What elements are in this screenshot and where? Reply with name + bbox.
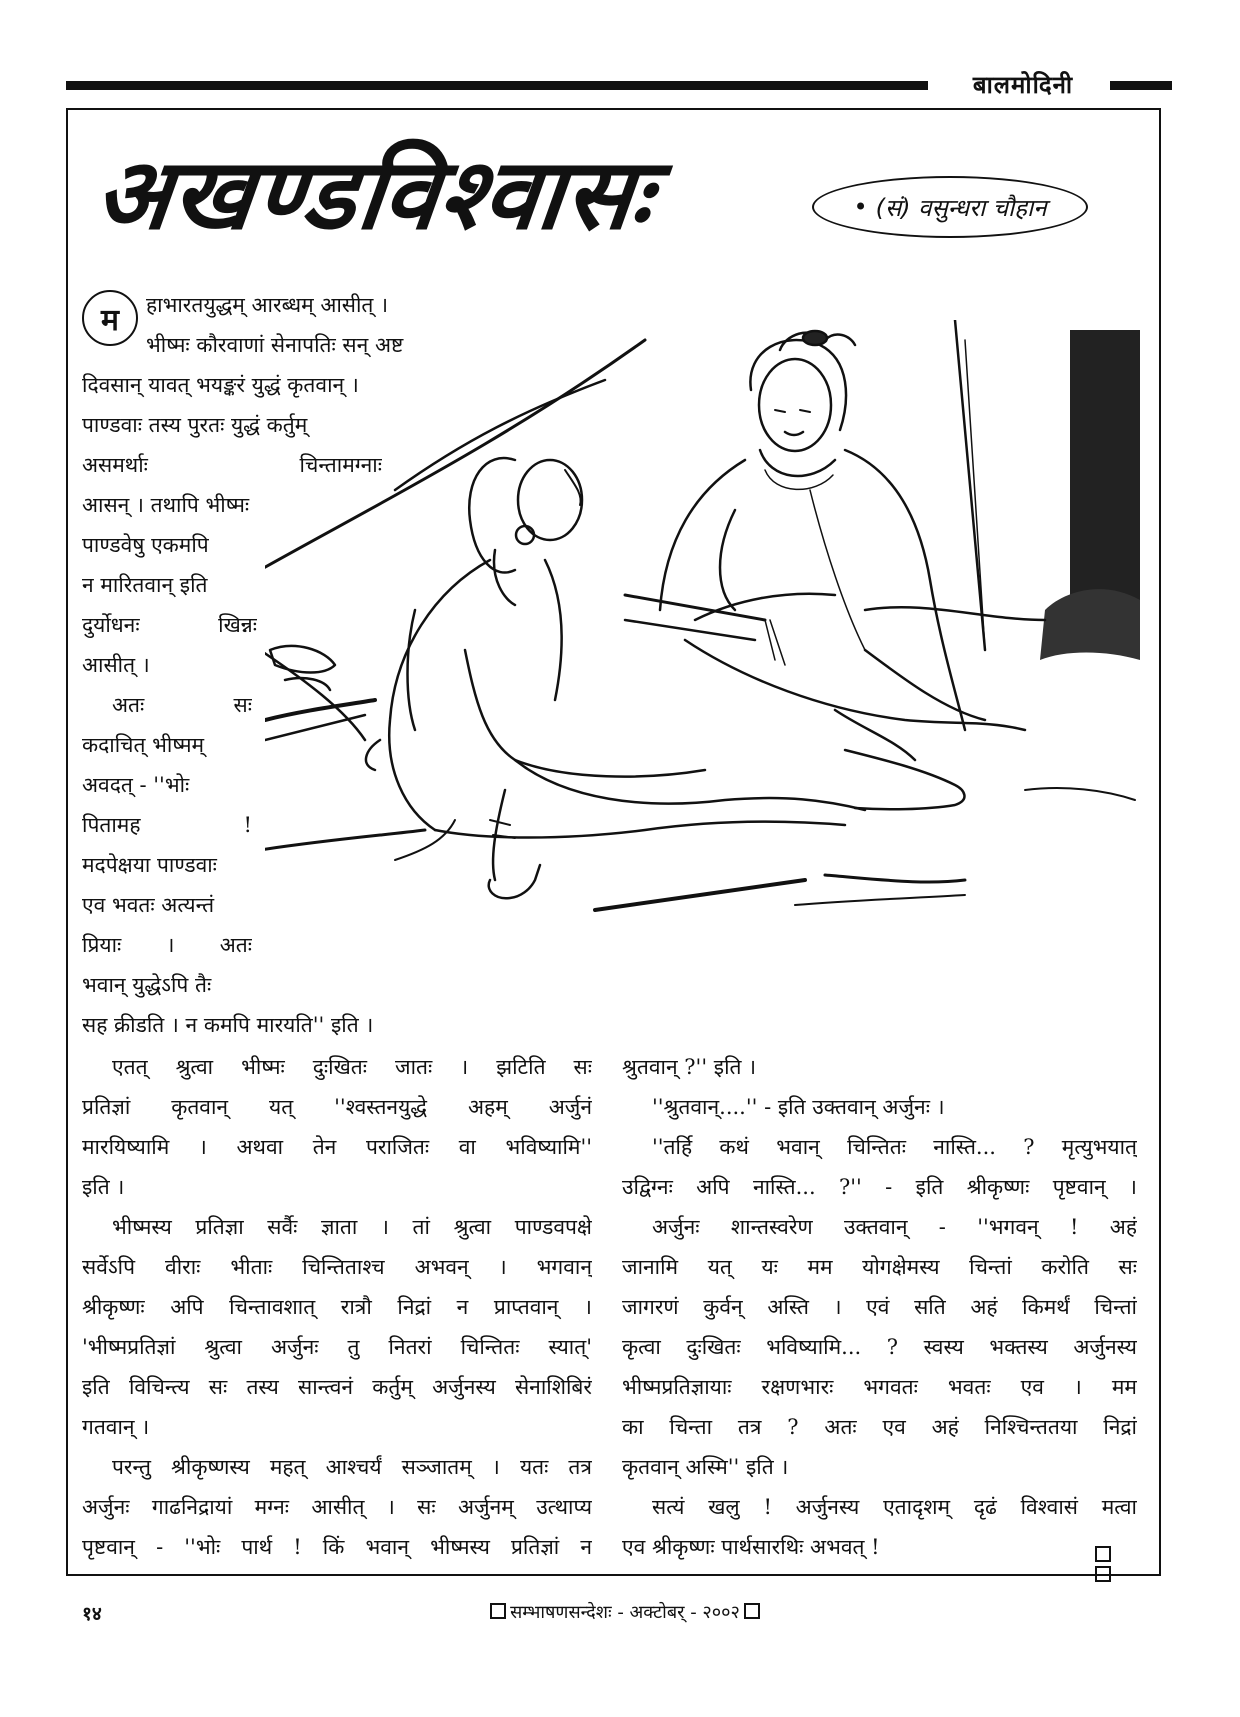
col1-line: अतः सः bbox=[112, 693, 252, 717]
col2-line: जानामि यत् यः मम योगक्षेमस्य चिन्तां करोति सः bbox=[622, 1255, 1137, 1279]
col2-line: ''तर्हि कथं भवान् चिन्तितः नास्ति... ? मृत्युभयात् bbox=[652, 1135, 1137, 1159]
col2-line: जागरणं कुर्वन् अस्ति । एवं सति अहं किमर्थं चिन्तां bbox=[622, 1295, 1137, 1319]
col1-line: इति विचिन्त्य सः तस्य सान्त्वनं कर्तुम् अर्जुनस्य सेनाशिबिरं bbox=[82, 1375, 592, 1399]
col1-line: पृष्टवान् - ''भोः पार्थ ! किं भवान् भीष्मस्य प्रतिज्ञां न bbox=[82, 1535, 592, 1559]
col2-line: एव श्रीकृष्णः पार्थसारथिः अभवत् ! bbox=[622, 1535, 880, 1559]
col1-line: सह क्रीडति । न कमपि मारयति'' इति । bbox=[82, 1013, 374, 1037]
col1-line: पाण्डवाः तस्य पुरतः युद्धं कर्तुम् bbox=[82, 413, 308, 437]
col2-line: कृत्वा दुःखितः भविष्यामि... ? स्वस्य भक्तस्य अर्जुनस्य bbox=[622, 1335, 1137, 1359]
drop-cap: म bbox=[82, 290, 138, 346]
col1-line: श्रीकृष्णः अपि चिन्तावशात् रात्रौ निद्रां न प्राप्तवान् । bbox=[82, 1295, 592, 1319]
col1-line: अर्जुनः गाढनिद्रायां मग्नः आसीत् । सः अर्जुनम् उत्थाप्य bbox=[82, 1495, 592, 1519]
article-title: अखण्डविश्वासः bbox=[90, 138, 660, 252]
page-number: १४ bbox=[82, 1603, 102, 1625]
col1-line: प्रतिज्ञां कृतवान् यत् ''श्वस्तनयुद्धे अहम् अर्जुनं bbox=[82, 1095, 592, 1119]
end-of-article-mark bbox=[1095, 1546, 1131, 1562]
col1-line: परन्तु श्रीकृष्णस्य महत् आश्चर्यं सञ्जातम् । यतः तत्र bbox=[112, 1455, 592, 1479]
col1-line: अवदत् - ''भोः bbox=[82, 773, 190, 797]
col2-line: सत्यं खलु ! अर्जुनस्य एतादृशम् दृढं विश्वासं मत्वा bbox=[652, 1495, 1137, 1519]
col1-line: हाभारतयुद्धम् आरब्धम् आसीत् । bbox=[146, 293, 389, 317]
col1-line: भीष्मः कौरवाणां सेनापतिः सन् अष्ट bbox=[146, 333, 404, 357]
col1-line: सर्वेऽपि वीराः भीताः चिन्तिताश्च अभवन् । भगवान् bbox=[82, 1255, 592, 1279]
box-icon bbox=[490, 1603, 506, 1619]
col2-line: श्रुतवान् ?'' इति । bbox=[622, 1055, 757, 1079]
col1-line: आसन् । तथापि भीष्मः bbox=[82, 493, 250, 517]
col1-line: मारयिष्यामि । अथवा तेन पराजितः वा भविष्यामि'' bbox=[82, 1135, 592, 1159]
col2-line: भीष्मप्रतिज्ञायाः रक्षणभारः भगवतः भवतः एव । मम bbox=[622, 1375, 1137, 1399]
header-rule-right bbox=[1110, 81, 1172, 90]
col1-line: प्रियाः । अतः bbox=[82, 933, 252, 957]
col2-line: ''श्रुतवान्....'' - इति उक्तवान् अर्जुनः । bbox=[652, 1095, 945, 1119]
article-byline bbox=[812, 176, 1088, 238]
col1-line: भीष्मस्य प्रतिज्ञा सर्वैः ज्ञाता । तां श्रुत्वा पाण्डवपक्षे bbox=[112, 1215, 592, 1239]
col1-line: न मारितवान् इति bbox=[82, 573, 208, 597]
header-rule-left bbox=[66, 81, 928, 90]
col1-line: असमर्थाः चिन्तामग्नाः bbox=[82, 453, 382, 477]
byline-text: (सं) वसुन्धरा चौहान bbox=[875, 193, 1047, 222]
col1-line: भवान् युद्धेऽपि तैः bbox=[82, 973, 212, 997]
col1-line: इति । bbox=[82, 1175, 125, 1199]
col1-line: पाण्डवेषु एकमपि bbox=[82, 533, 209, 557]
col1-line: 'भीष्मप्रतिज्ञां श्रुत्वा अर्जुनः तु नितरां चिन्तितः स्यात्' bbox=[82, 1335, 592, 1359]
col1-line: आसीत् । bbox=[82, 653, 150, 677]
bullet-icon: • bbox=[853, 193, 868, 221]
section-label: बालमोदिनी bbox=[972, 71, 1074, 99]
col1-line: मदपेक्षया पाण्डवाः bbox=[82, 853, 217, 877]
col1-line: दुर्योधनः खिन्नः bbox=[82, 613, 257, 637]
krishna-arjuna-illustration bbox=[265, 320, 1145, 1005]
col2-line: कृतवान् अस्मि'' इति । bbox=[622, 1455, 789, 1479]
col1-line: गतवान् । bbox=[82, 1415, 150, 1439]
publication-name: सम्भाषणसन्देशः - अक्टोबर् - २००२ bbox=[510, 1602, 740, 1623]
col1-line: एव भवतः अत्यन्तं bbox=[82, 893, 215, 917]
col2-line: का चिन्ता तत्र ? अतः एव अहं निश्चिन्ततया निद्रां bbox=[622, 1415, 1137, 1439]
col1-line: दिवसान् यावत् भयङ्करं युद्धं कृतवान् । bbox=[82, 373, 359, 397]
box-icon bbox=[744, 1603, 760, 1619]
col1-line: पितामह ! bbox=[82, 813, 252, 837]
col2-line: उद्विग्नः अपि नास्ति... ?'' - इति श्रीकृष्णः पृष्टवान् । bbox=[622, 1175, 1137, 1199]
col1-line: एतत् श्रुत्वा भीष्मः दुःखितः जातः । झटिति सः bbox=[112, 1055, 592, 1079]
col1-line: कदाचित् भीष्मम् bbox=[82, 733, 205, 757]
col2-line: अर्जुनः शान्तस्वरेण उक्तवान् - ''भगवन् ! अहं bbox=[652, 1215, 1137, 1239]
publication-footer bbox=[460, 1600, 790, 1630]
